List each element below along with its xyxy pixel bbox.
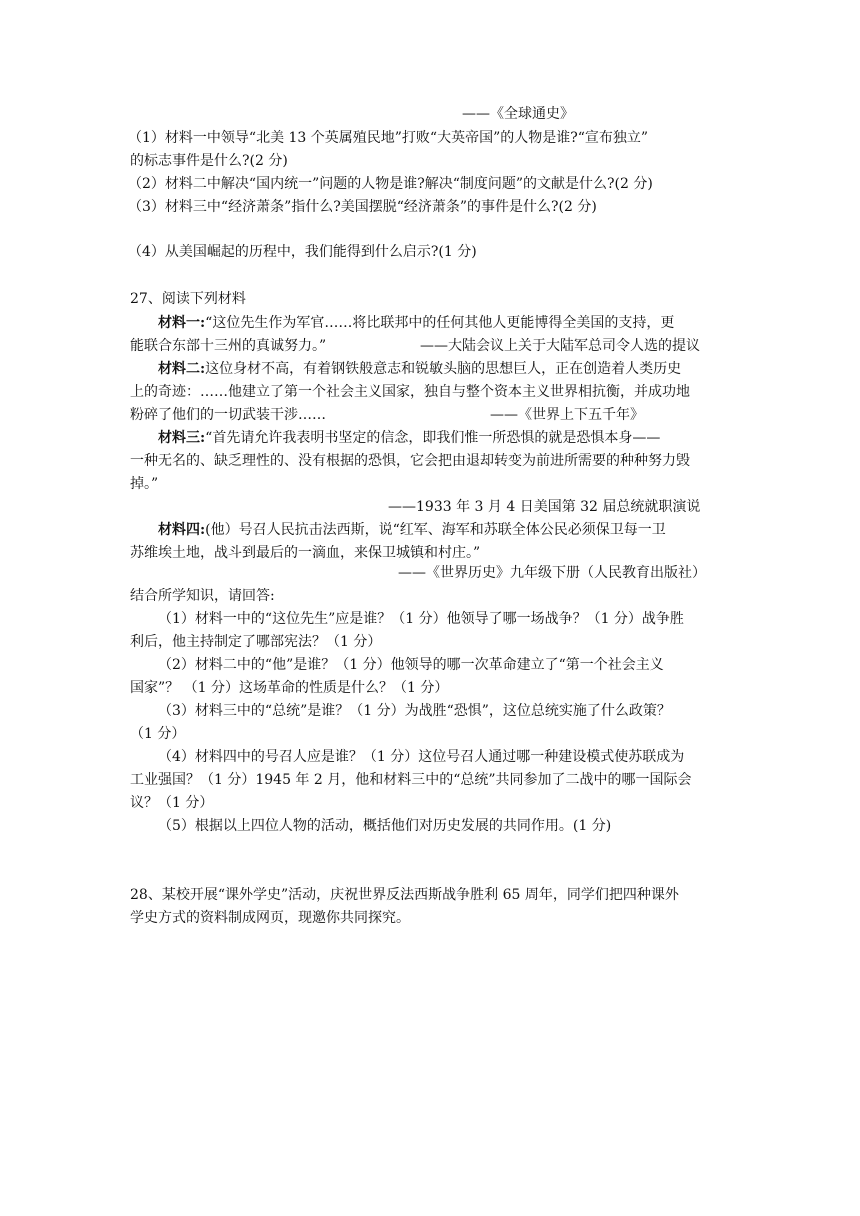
q27-prompt: 结合所学知识，请回答: [130,588,275,604]
q27-answer-1-line-2: 利后，他主持制定了哪部宪法？（1 分） [130,634,382,650]
q27-material-1-line-2: 能联合东部十三州的真诚努力。” [130,338,327,354]
material-4-label: 材料四: [158,522,206,538]
material-3-label: 材料三: [158,430,206,446]
q27-answer-4-line-3: 议？（1 分） [130,795,214,811]
q27-material-3-line-2: 一种无名的、缺乏理性的、没有根据的恐惧，它会把由退却转变为前进所需要的种种努力毁 [130,453,690,469]
q27-answer-5: （5）根据以上四位人物的活动，概括他们对历史发展的共同作用。(1 分) [158,818,612,834]
q28-line-1: 28、某校开展“课外学史”活动，庆祝世界反法西斯战争胜利 65 周年，同学们把四种课外 [130,887,679,903]
q27-material-2-line-3: 粉碎了他们的一切武装干涉…… [130,407,326,423]
q26-item-3: （3）材料三中“经济萧条”指什么?美国摆脱“经济萧条”的事件是什么?(2 分) [128,199,597,215]
q26-item-1-line-1: （1）材料一中领导“北美 13 个英属殖民地”打败“大英帝国”的人物是谁?“宣布独立” [128,130,649,146]
material-4-text: (他）号召人民抗击法西斯，说“红军、海军和苏联全体公民必须保卫每一卫 [205,522,666,538]
q27-heading: 27、阅读下列材料 [130,291,246,307]
q27-answer-3-line-1: （3）材料三中的“总统”是谁？（1 分）为战胜“恐惧”，这位总统实施了什么政策？ [158,703,671,719]
q28-line-2: 学史方式的资料制成网页，现邀你共同探究。 [130,910,410,926]
q27-material-4-line-2: 苏维埃土地，战斗到最后的一滴血，来保卫城镇和村庄。” [130,545,481,561]
q27-answer-4-line-1: （4）材料四中的号召人应是谁？（1 分）这位号召人通过哪一种建设模式使苏联成为 [158,749,685,765]
q27-material-4-line-1 [158,520,758,540]
q27-material-1-line-1 [158,313,758,333]
material-3-text: “首先请允许我表明书坚定的信念，即我们惟一所恐惧的就是恐惧本身—— [205,430,661,446]
q26-item-1-line-2: 的标志事件是什么?(2 分) [130,153,288,169]
q27-material-3-line-1 [158,428,758,448]
material-1-label: 材料一: [158,315,206,331]
q27-answer-2-line-1: （2）材料二中的“他”是谁？（1 分）他领导的哪一次革命建立了“第一个社会主义 [158,657,664,673]
q27-answer-1-line-1: （1）材料一中的“这位先生”应是谁？（1 分）他领导了哪一场战争？（1 分）战争胜 [158,611,684,627]
q26-item-2: （2）材料二中解决“国内统一”问题的人物是谁?解决“制度问题”的文献是什么?(2 分) [128,176,653,192]
material-2-text: 这位身材不高，有着钢铁般意志和锐敏头脑的思想巨人，正在创造着人类历史 [205,361,682,377]
q27-material-4-source: ——《世界历史》九年级下册（人民教育出版社） [398,565,706,581]
q27-material-1-source: ——大陆会议上关于大陆军总司令人选的提议 [420,338,700,354]
q27-material-2-line-2: 上的奇迹：……他建立了第一个社会主义国家，独自与整个资本主义世界相抗衡，并成功地 [130,384,690,400]
q27-answer-3-line-2: （1 分） [130,726,186,742]
material-2-label: 材料二: [158,361,206,377]
q27-answer-4-line-2: 工业强国？（1 分）1945 年 2 月，他和材料三中的“总统”共同参加了二战中的哪一国际会 [130,772,692,788]
material-1-text: “这位先生作为军官……将比联邦中的任何其他人更能博得全美国的支持，更 [205,315,675,331]
q27-answer-2-line-2: 国家”？ （1 分）这场革命的性质是什么？（1 分） [130,680,449,696]
q27-material-3-source: ——1933 年 3 月 4 日美国第 32 届总统就职演说 [388,499,701,515]
q27-material-2-line-1 [158,359,758,379]
q27-material-2-source: ——《世界上下五千年》 [490,407,644,423]
q26-item-4: （4）从美国崛起的历程中，我们能得到什么启示?(1 分) [128,244,477,260]
q27-material-3-line-3: 掉。” [130,476,159,492]
source-global-history: ——《全球通史》 [462,106,574,122]
